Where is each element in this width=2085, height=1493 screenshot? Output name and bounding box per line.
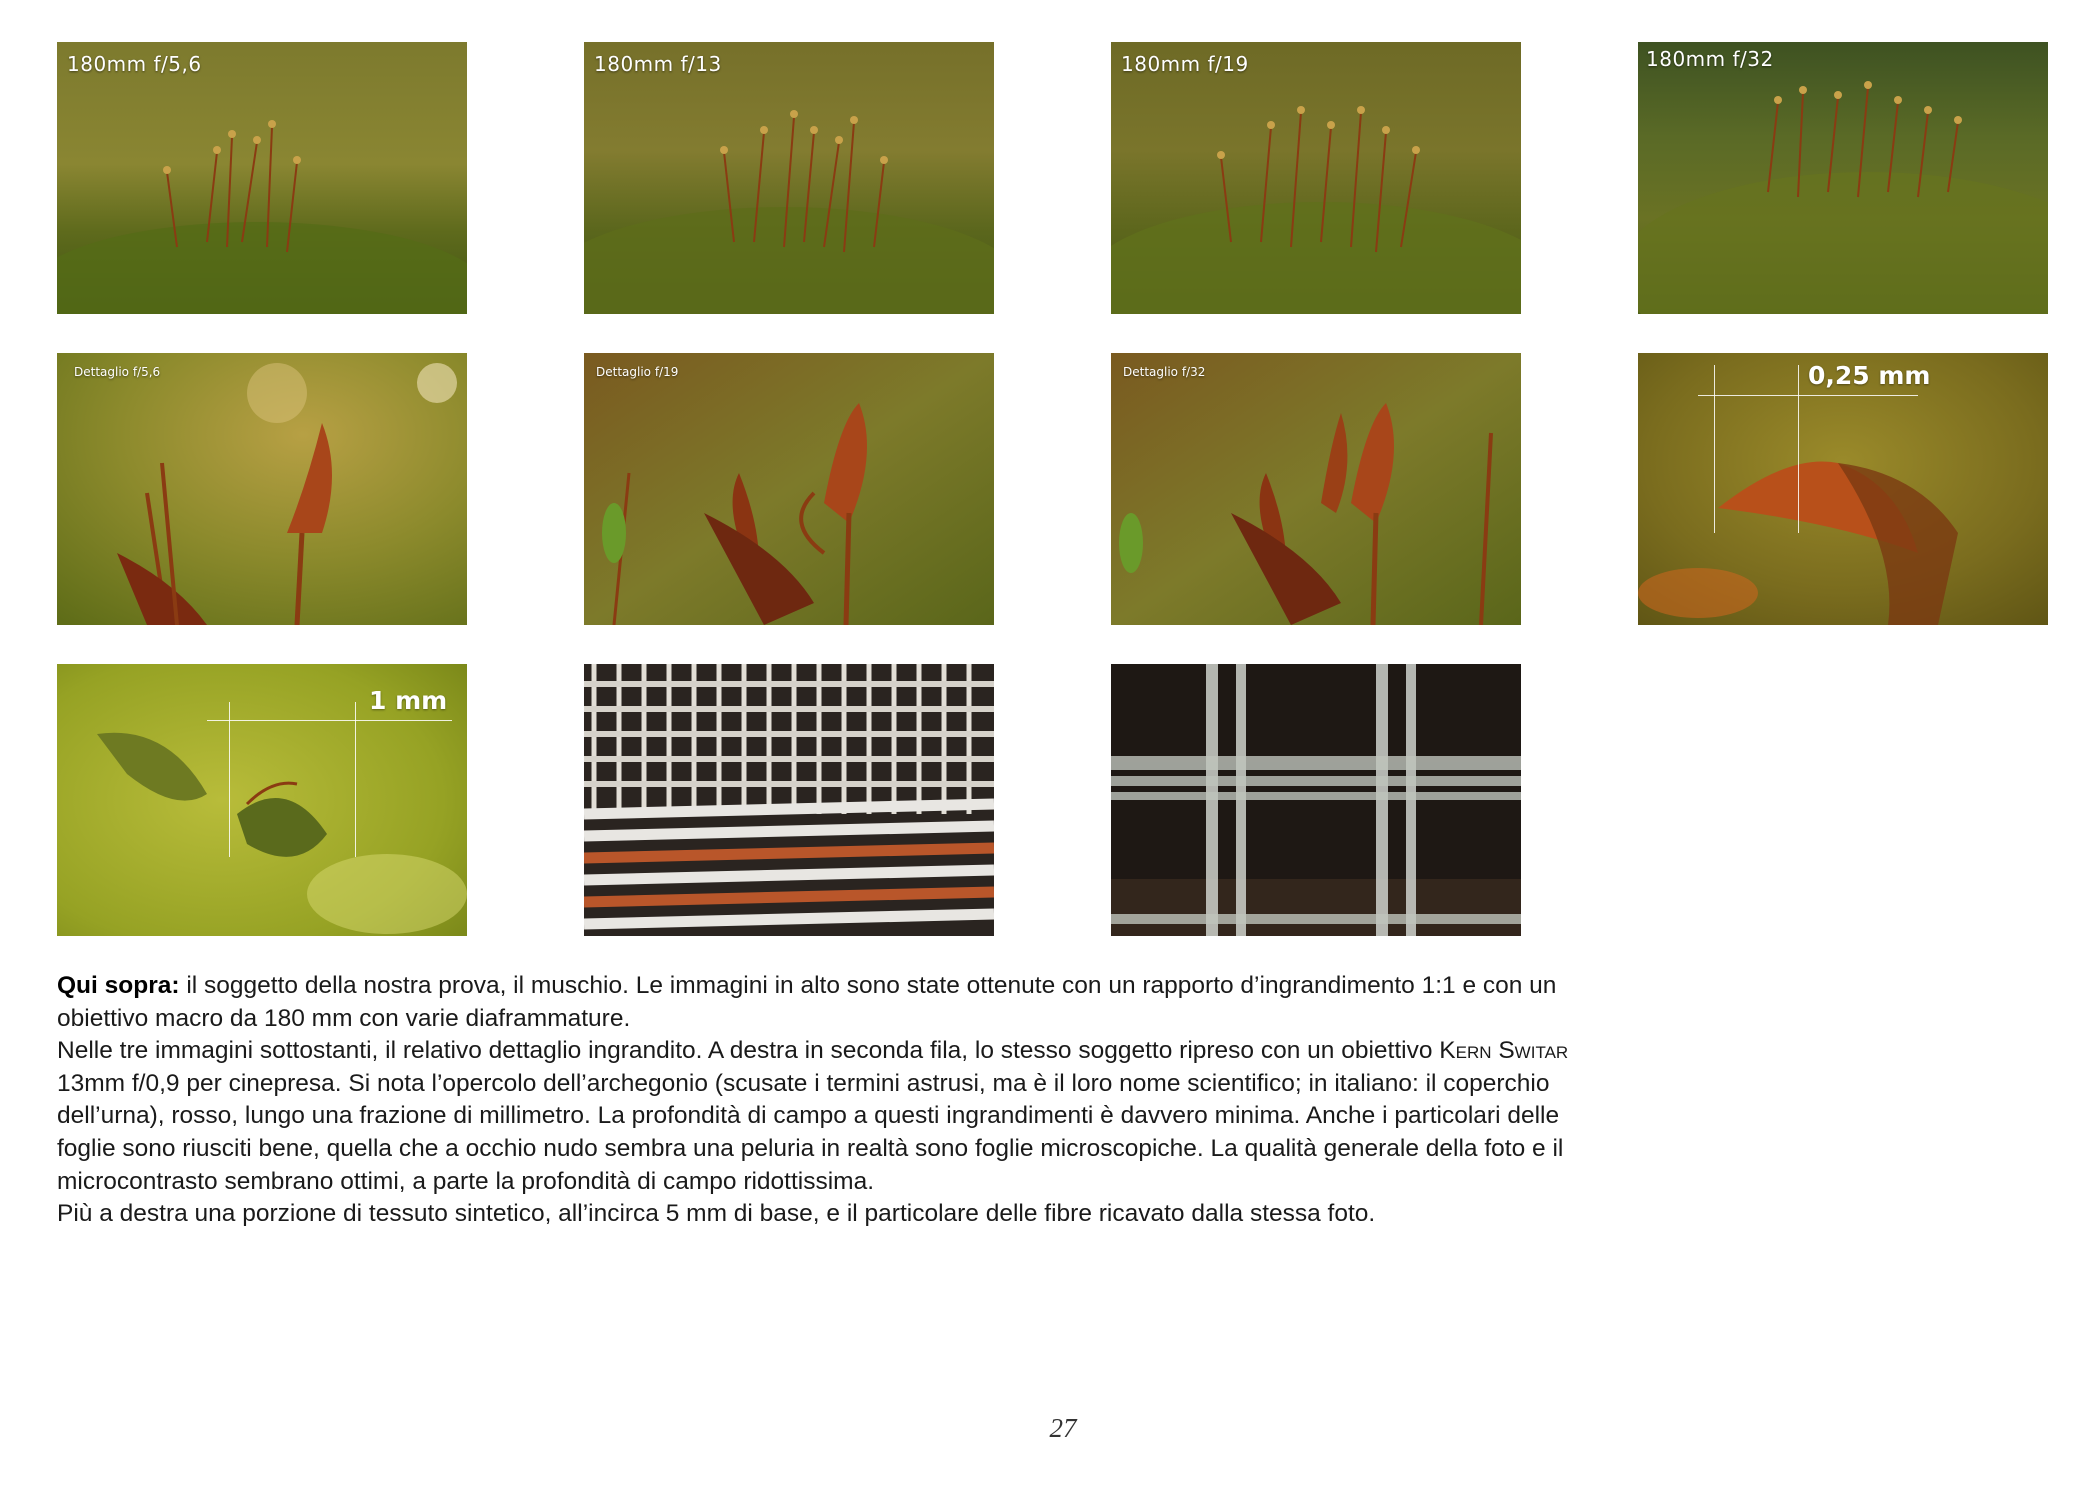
- photo-detail-f19: [584, 353, 994, 625]
- photo-moss-f32: [1638, 42, 2048, 314]
- photo-caption: Dettaglio f/32: [1123, 365, 1206, 379]
- moss-switar-image: [1638, 353, 2048, 625]
- photo-fibers: [1111, 664, 1521, 936]
- photo-detail-f32: [1111, 353, 1521, 625]
- fabric-image: [584, 664, 994, 936]
- caption-line: 13mm f/0,9 per cinepresa. Si nota l’opercolo dell’archegonio (scusate i termini astrusi, ma è il loro nome scientifico; in italiano: il coperchio dell’urna), rosso, lungo una frazione di millimetro. La profondità di campo a questi ingrandimenti è davvero minima. Anche i particolari delle foglie sono riusciti bene, quella che a occhio nudo sembra una peluria in realtà sono foglie microscopiche. La qualità generale della foto e il microcontrasto sembrano ottimi, a parte la profondità di campo ridottissima.: [57, 1069, 1564, 1195]
- photo-moss-f5-6: [57, 42, 467, 314]
- moss-image: [1638, 42, 2048, 314]
- photo-switar-025mm: [1638, 353, 2048, 625]
- photo-caption: Dettaglio f/5,6: [74, 365, 161, 379]
- fibers-image: [1111, 664, 1521, 936]
- lens-brand: Kern Switar: [1439, 1037, 1569, 1065]
- scale-bar-right: [1798, 365, 1799, 533]
- photo-fabric: [584, 664, 994, 936]
- scale-bar-horizontal: [1698, 395, 1918, 396]
- photo-detail-f5-6: [57, 353, 467, 625]
- moss-detail-image: [584, 353, 994, 625]
- caption-line: il soggetto della nostra prova, il muschio. Le immagini in alto sono state ottenute con un rapporto d’ingrandimento 1:1 e con un obiettivo macro da 180 mm con varie diaframmature.: [57, 972, 1557, 1032]
- photo-caption: Dettaglio f/19: [596, 365, 679, 379]
- scale-bar-left: [1714, 365, 1715, 533]
- caption-paragraph-3: [57, 1198, 1587, 1231]
- scale-label: 1 mm: [369, 686, 448, 715]
- scale-bar-left: [229, 702, 230, 857]
- scale-bar-right: [355, 702, 356, 857]
- page-number: 27: [1049, 1413, 1077, 1443]
- caption-text: [57, 970, 1587, 1231]
- scale-label: 0,25 mm: [1808, 361, 1931, 390]
- photo-caption: 180mm f/5,6: [67, 52, 202, 76]
- caption-paragraph-1: [57, 970, 1587, 1035]
- caption-paragraph-2: [57, 1035, 1587, 1198]
- photo-caption: 180mm f/13: [594, 52, 722, 76]
- caption-line: Più a destra una porzione di tessuto sintetico, all’incirca 5 mm di base, e il particolare delle fibre ricavato dalla stessa foto.: [57, 1200, 1376, 1228]
- moss-image: [57, 42, 467, 314]
- moss-image: [1111, 42, 1521, 314]
- photo-moss-f13: [584, 42, 994, 314]
- moss-image: [584, 42, 994, 314]
- photo-moss-f19: [1111, 42, 1521, 314]
- photo-caption: 180mm f/19: [1121, 52, 1249, 76]
- caption-line: Nelle tre immagini sottostanti, il relativo dettaglio ingrandito. A destra in seconda fila, lo stesso soggetto ripreso con un obiettivo: [57, 1037, 1440, 1065]
- moss-detail-image: [57, 353, 467, 625]
- caption-lead: Qui sopra:: [57, 972, 180, 999]
- photo-caption: 180mm f/32: [1646, 47, 1774, 71]
- photo-switar-1mm: [57, 664, 467, 936]
- moss-detail-image: [1111, 353, 1521, 625]
- scale-bar-horizontal: [207, 720, 452, 721]
